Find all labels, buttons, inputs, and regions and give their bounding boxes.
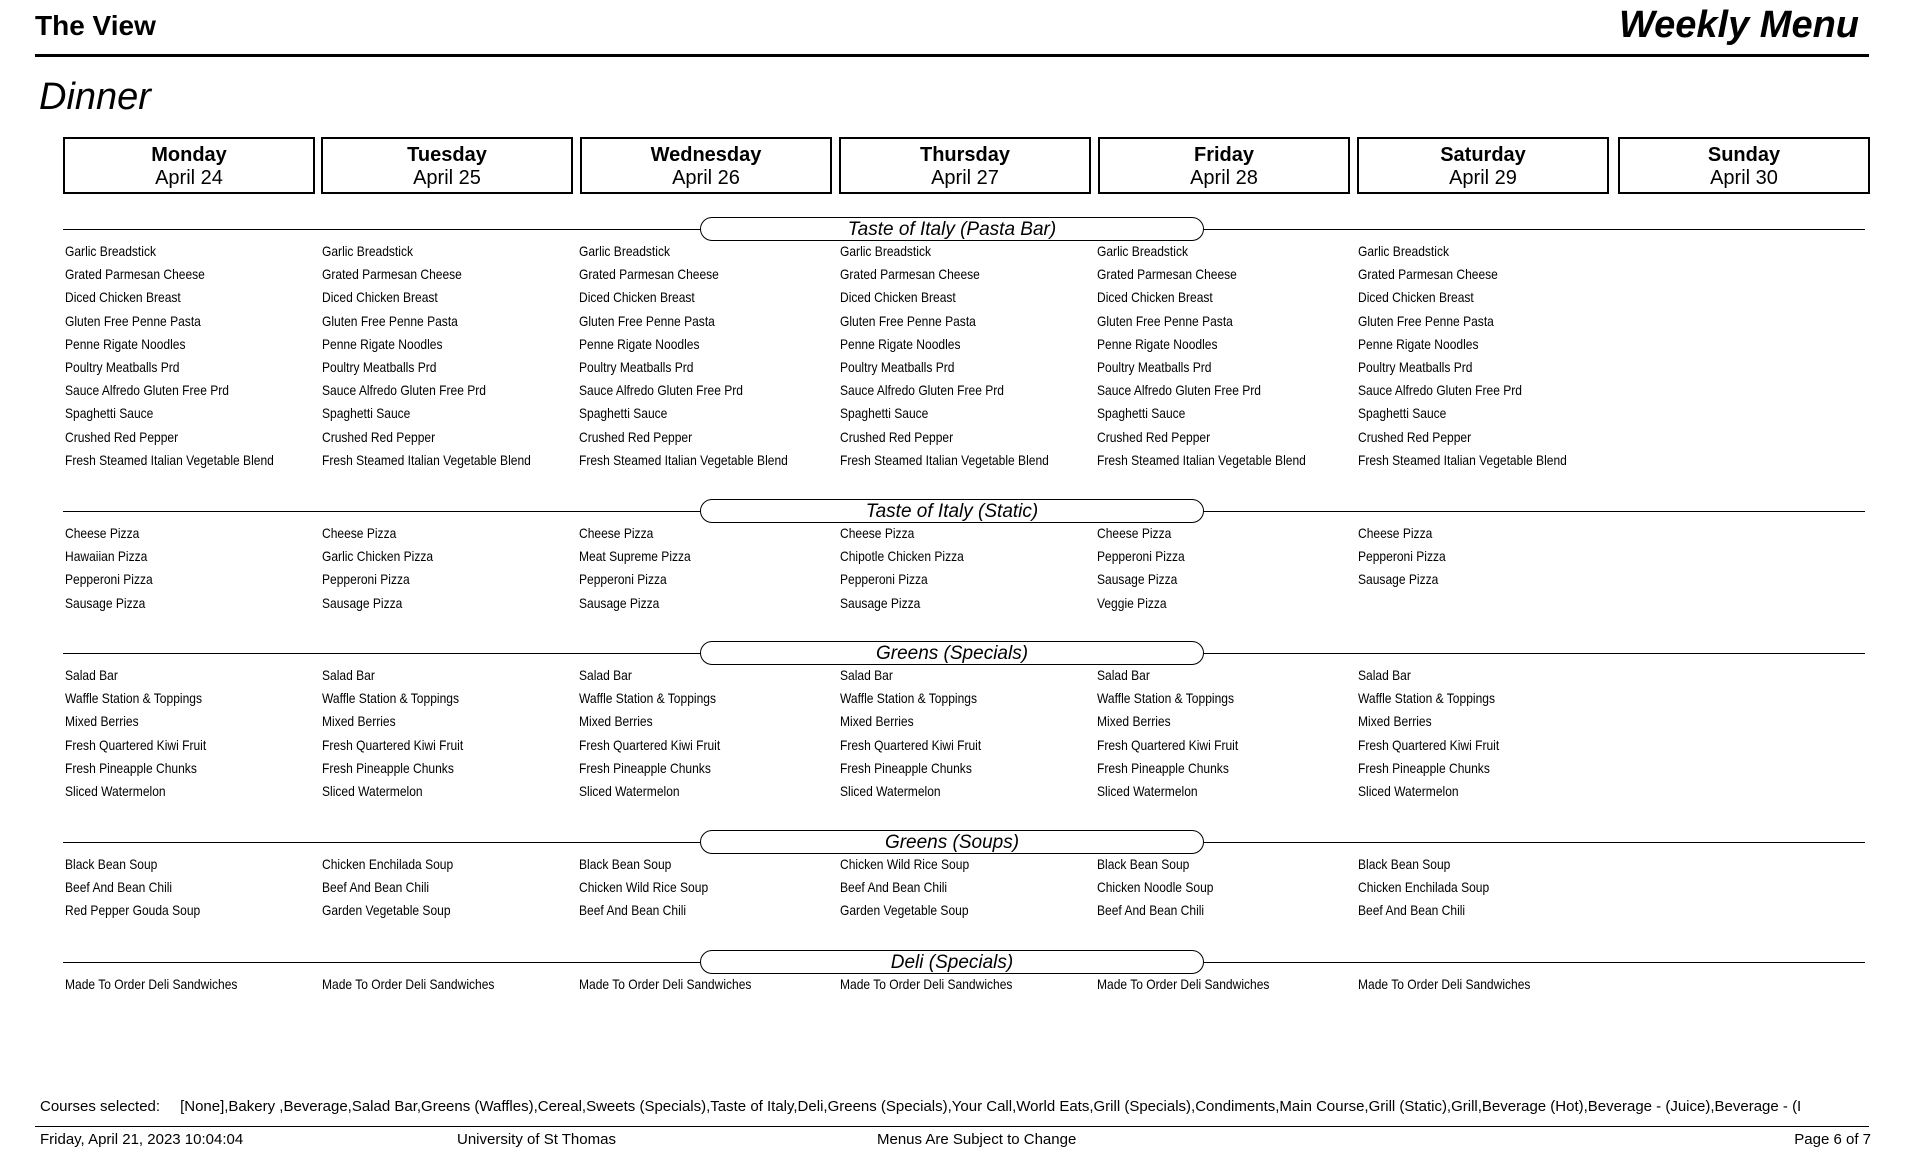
menu-item: Beef And Bean Chili	[1358, 902, 1466, 919]
menu-item: Sausage Pizza	[840, 594, 921, 611]
menu-item: Pepperoni Pizza	[65, 571, 153, 588]
menu-item: Fresh Steamed Italian Vegetable Blend	[1358, 451, 1567, 468]
menu-item: Chicken Enchilada Soup	[1358, 879, 1490, 896]
menu-item: Gluten Free Penne Pasta	[579, 312, 715, 329]
section-title: Greens (Specials)	[700, 641, 1204, 665]
menu-column-saturday	[1358, 853, 1511, 923]
courses-label: Courses selected:	[40, 1098, 161, 1115]
menu-item: Made To Order Deli Sandwiches	[840, 976, 1013, 992]
menu-item: Fresh Pineapple Chunks	[1097, 759, 1229, 776]
menu-item: Salad Bar	[322, 667, 375, 683]
menu-item: Sausage Pizza	[322, 594, 403, 611]
menu-item: Penne Rigate Noodles	[322, 335, 443, 352]
menu-item: Black Bean Soup	[579, 856, 672, 872]
menu-item: Sausage Pizza	[579, 594, 660, 611]
menu-item: Chipotle Chicken Pizza	[840, 548, 964, 565]
menu-item: Fresh Steamed Italian Vegetable Blend	[322, 451, 531, 468]
menu-item: Black Bean Soup	[65, 856, 158, 872]
menu-item: Red Pepper Gouda Soup	[65, 902, 201, 919]
menu-item: Made To Order Deli Sandwiches	[65, 976, 238, 992]
menu-item: Spaghetti Sauce	[65, 405, 154, 422]
menu-item: Beef And Bean Chili	[322, 879, 430, 896]
menu-notice: Menus Are Subject to Change	[877, 1131, 1077, 1148]
menu-item: Garlic Breadstick	[1097, 243, 1188, 259]
menu-column-monday	[65, 973, 266, 996]
menu-item: Sausage Pizza	[65, 594, 146, 611]
menu-item: Penne Rigate Noodles	[579, 335, 700, 352]
menu-item: Garlic Breadstick	[322, 243, 413, 259]
menu-item: Spaghetti Sauce	[322, 405, 411, 422]
menu-item: Beef And Bean Chili	[579, 902, 687, 919]
meal-period-title: Dinner	[39, 76, 151, 118]
menu-item: Fresh Quartered Kiwi Fruit	[65, 736, 207, 753]
menu-item: Chicken Noodle Soup	[1097, 879, 1214, 896]
menu-item: Gluten Free Penne Pasta	[840, 312, 976, 329]
menu-item: Garlic Breadstick	[840, 243, 931, 259]
menu-column-friday	[1097, 853, 1232, 923]
menu-item: Grated Parmesan Cheese	[579, 266, 719, 283]
menu-item: Cheese Pizza	[65, 525, 140, 541]
menu-item: Gluten Free Penne Pasta	[65, 312, 201, 329]
menu-item: Poultry Meatballs Prd	[65, 358, 180, 375]
menu-item: Sauce Alfredo Gluten Free Prd	[840, 382, 1004, 399]
menu-item: Fresh Pineapple Chunks	[1358, 759, 1490, 776]
menu-item: Black Bean Soup	[1358, 856, 1451, 872]
menu-item: Waffle Station & Toppings	[840, 690, 977, 707]
menu-item: Fresh Pineapple Chunks	[579, 759, 711, 776]
day-header-tuesday	[321, 137, 573, 194]
menu-item: Fresh Pineapple Chunks	[65, 759, 197, 776]
menu-item: Waffle Station & Toppings	[1097, 690, 1234, 707]
menu-column-tuesday	[322, 522, 451, 615]
day-date: April 24	[155, 167, 223, 189]
menu-item: Pepperoni Pizza	[579, 571, 667, 588]
menu-item: Salad Bar	[1358, 667, 1411, 683]
menu-item: Waffle Station & Toppings	[65, 690, 202, 707]
menu-item: Made To Order Deli Sandwiches	[579, 976, 752, 992]
menu-item: Sliced Watermelon	[322, 782, 423, 799]
menu-item: Cheese Pizza	[322, 525, 397, 541]
day-name: Saturday	[1440, 144, 1526, 166]
menu-item: Mixed Berries	[840, 713, 914, 730]
day-name: Sunday	[1707, 144, 1781, 166]
menu-column-tuesday	[322, 973, 523, 996]
menu-item: Poultry Meatballs Prd	[1097, 358, 1212, 375]
menu-item: Sliced Watermelon	[1358, 782, 1459, 799]
day-date: April 29	[1449, 167, 1517, 189]
institution-name: University of St Thomas	[457, 1131, 616, 1148]
menu-item: Diced Chicken Breast	[1358, 289, 1474, 306]
day-date: April 28	[1190, 167, 1258, 189]
menu-item: Waffle Station & Toppings	[322, 690, 459, 707]
venue-name: The View	[35, 10, 156, 41]
menu-item: Fresh Quartered Kiwi Fruit	[1358, 736, 1500, 753]
menu-item: Sauce Alfredo Gluten Free Prd	[65, 382, 229, 399]
menu-column-saturday	[1358, 522, 1460, 592]
menu-item: Pepperoni Pizza	[1358, 548, 1446, 565]
menu-column-tuesday	[322, 240, 565, 472]
menu-item: Fresh Steamed Italian Vegetable Blend	[840, 451, 1049, 468]
section-title: Deli (Specials)	[700, 950, 1204, 974]
menu-item: Garlic Breadstick	[1358, 243, 1449, 259]
menu-item: Sauce Alfredo Gluten Free Prd	[579, 382, 743, 399]
menu-item: Grated Parmesan Cheese	[1358, 266, 1498, 283]
menu-item: Sausage Pizza	[1358, 571, 1439, 588]
menu-column-friday	[1097, 664, 1261, 803]
menu-item: Made To Order Deli Sandwiches	[1358, 976, 1531, 992]
menu-item: Crushed Red Pepper	[1097, 428, 1211, 445]
day-name: Wednesday	[650, 144, 762, 166]
menu-item: Salad Bar	[65, 667, 118, 683]
menu-item: Made To Order Deli Sandwiches	[322, 976, 495, 992]
menu-column-thursday	[840, 240, 1083, 472]
menu-item: Pepperoni Pizza	[322, 571, 410, 588]
day-name: Friday	[1193, 144, 1255, 166]
menu-item: Poultry Meatballs Prd	[1358, 358, 1473, 375]
menu-item: Penne Rigate Noodles	[65, 335, 186, 352]
menu-item: Diced Chicken Breast	[322, 289, 438, 306]
footer-divider	[35, 1126, 1869, 1127]
menu-item: Diced Chicken Breast	[65, 289, 181, 306]
menu-item: Cheese Pizza	[840, 525, 915, 541]
menu-item: Cheese Pizza	[579, 525, 654, 541]
menu-item: Crushed Red Pepper	[579, 428, 693, 445]
menu-item: Sauce Alfredo Gluten Free Prd	[1097, 382, 1261, 399]
day-name: Monday	[151, 144, 227, 166]
menu-item: Fresh Quartered Kiwi Fruit	[840, 736, 982, 753]
menu-column-monday	[65, 664, 229, 803]
menu-column-thursday	[840, 973, 1041, 996]
section-title: Greens (Soups)	[700, 830, 1204, 854]
menu-item: Fresh Steamed Italian Vegetable Blend	[65, 451, 274, 468]
menu-item: Sliced Watermelon	[65, 782, 166, 799]
menu-item: Crushed Red Pepper	[1358, 428, 1472, 445]
section-title: Taste of Italy (Static)	[700, 499, 1204, 523]
courses-list: [None],Bakery ,Beverage,Salad Bar,Greens (Waffles),Cereal,Sweets (Specials),Taste of Italy,Deli,Greens (Specials),Your Call,World Eats,Grill (Specials),Condiments,Main Course,Grill (Static),Grill,Beverage (Hot),Beverage - (Juice),Beverage - (I	[180, 1098, 1802, 1115]
menu-item: Chicken Wild Rice Soup	[840, 856, 970, 872]
menu-item: Mixed Berries	[579, 713, 653, 730]
menu-item: Grated Parmesan Cheese	[65, 266, 205, 283]
menu-item: Spaghetti Sauce	[579, 405, 668, 422]
menu-item: Poultry Meatballs Prd	[579, 358, 694, 375]
menu-item: Sliced Watermelon	[840, 782, 941, 799]
menu-item: Crushed Red Pepper	[65, 428, 179, 445]
day-header-friday	[1098, 137, 1350, 194]
menu-item: Black Bean Soup	[1097, 856, 1190, 872]
menu-item: Salad Bar	[579, 667, 632, 683]
menu-item: Spaghetti Sauce	[840, 405, 929, 422]
menu-column-friday	[1097, 522, 1199, 615]
menu-item: Beef And Bean Chili	[65, 879, 173, 896]
menu-item: Garden Vegetable Soup	[322, 902, 451, 919]
menu-column-thursday	[840, 853, 990, 923]
page-number: Page 6 of 7	[1794, 1131, 1871, 1148]
day-name: Thursday	[919, 144, 1011, 166]
menu-item: Waffle Station & Toppings	[579, 690, 716, 707]
menu-item: Cheese Pizza	[1097, 525, 1172, 541]
menu-item: Fresh Steamed Italian Vegetable Blend	[579, 451, 788, 468]
menu-column-monday	[65, 522, 167, 615]
menu-item: Diced Chicken Breast	[579, 289, 695, 306]
menu-item: Diced Chicken Breast	[840, 289, 956, 306]
menu-item: Mixed Berries	[1358, 713, 1432, 730]
menu-item: Mixed Berries	[1097, 713, 1171, 730]
menu-column-monday	[65, 240, 308, 472]
menu-item: Pepperoni Pizza	[1097, 548, 1185, 565]
page-header	[35, 0, 1869, 57]
menu-column-friday	[1097, 973, 1298, 996]
menu-item: Beef And Bean Chili	[1097, 902, 1205, 919]
menu-column-saturday	[1358, 240, 1601, 472]
menu-item: Salad Bar	[840, 667, 893, 683]
menu-item: Pepperoni Pizza	[840, 571, 928, 588]
menu-item: Sliced Watermelon	[579, 782, 680, 799]
menu-item: Spaghetti Sauce	[1358, 405, 1447, 422]
menu-column-wednesday	[579, 522, 709, 615]
day-header-monday	[63, 137, 315, 194]
menu-item: Grated Parmesan Cheese	[840, 266, 980, 283]
menu-item: Chicken Enchilada Soup	[322, 856, 454, 872]
menu-item: Poultry Meatballs Prd	[840, 358, 955, 375]
day-date: April 30	[1710, 167, 1778, 189]
menu-item: Fresh Steamed Italian Vegetable Blend	[1097, 451, 1306, 468]
menu-item: Meat Supreme Pizza	[579, 548, 691, 565]
menu-item: Penne Rigate Noodles	[1097, 335, 1218, 352]
day-header-wednesday	[580, 137, 832, 194]
menu-item: Made To Order Deli Sandwiches	[1097, 976, 1270, 992]
menu-column-wednesday	[579, 853, 729, 923]
section-title: Taste of Italy (Pasta Bar)	[700, 217, 1204, 241]
menu-column-tuesday	[322, 664, 486, 803]
menu-item: Diced Chicken Breast	[1097, 289, 1213, 306]
menu-item: Crushed Red Pepper	[840, 428, 954, 445]
menu-item: Gluten Free Penne Pasta	[1097, 312, 1233, 329]
menu-item: Fresh Quartered Kiwi Fruit	[322, 736, 464, 753]
menu-item: Sauce Alfredo Gluten Free Prd	[1358, 382, 1522, 399]
menu-item: Fresh Pineapple Chunks	[322, 759, 454, 776]
day-name: Tuesday	[407, 144, 487, 166]
menu-item: Penne Rigate Noodles	[840, 335, 961, 352]
day-header-saturday	[1357, 137, 1609, 194]
menu-item: Garden Vegetable Soup	[840, 902, 969, 919]
courses-selected	[40, 1098, 1868, 1115]
menu-column-wednesday	[579, 240, 822, 472]
menu-item: Hawaiian Pizza	[65, 548, 148, 565]
menu-item: Grated Parmesan Cheese	[1097, 266, 1237, 283]
menu-item: Grated Parmesan Cheese	[322, 266, 462, 283]
menu-item: Sauce Alfredo Gluten Free Prd	[322, 382, 486, 399]
menu-item: Fresh Pineapple Chunks	[840, 759, 972, 776]
menu-item: Waffle Station & Toppings	[1358, 690, 1495, 707]
menu-item: Fresh Quartered Kiwi Fruit	[579, 736, 721, 753]
menu-item: Beef And Bean Chili	[840, 879, 948, 896]
menu-item: Salad Bar	[1097, 667, 1150, 683]
menu-item: Mixed Berries	[65, 713, 139, 730]
menu-column-monday	[65, 853, 222, 923]
day-date: April 25	[413, 167, 481, 189]
menu-column-tuesday	[322, 853, 475, 923]
menu-item: Garlic Chicken Pizza	[322, 548, 434, 565]
menu-item: Veggie Pizza	[1097, 594, 1167, 611]
print-timestamp: Friday, April 21, 2023 10:04:04	[40, 1131, 244, 1148]
menu-item: Sliced Watermelon	[1097, 782, 1198, 799]
menu-column-saturday	[1358, 664, 1522, 803]
menu-item: Chicken Wild Rice Soup	[579, 879, 709, 896]
menu-item: Garlic Breadstick	[65, 243, 156, 259]
menu-item: Sausage Pizza	[1097, 571, 1178, 588]
menu-item: Gluten Free Penne Pasta	[322, 312, 458, 329]
menu-item: Crushed Red Pepper	[322, 428, 436, 445]
menu-column-friday	[1097, 240, 1340, 472]
day-header-thursday	[839, 137, 1091, 194]
menu-item: Fresh Quartered Kiwi Fruit	[1097, 736, 1239, 753]
day-date: April 27	[931, 167, 999, 189]
document-title: Weekly Menu	[1618, 4, 1859, 46]
menu-item: Spaghetti Sauce	[1097, 405, 1186, 422]
menu-column-wednesday	[579, 664, 743, 803]
menu-column-saturday	[1358, 973, 1559, 996]
menu-item: Cheese Pizza	[1358, 525, 1433, 541]
menu-column-wednesday	[579, 973, 780, 996]
menu-item: Garlic Breadstick	[579, 243, 670, 259]
menu-item: Gluten Free Penne Pasta	[1358, 312, 1494, 329]
menu-column-thursday	[840, 664, 1004, 803]
menu-column-thursday	[840, 522, 984, 615]
menu-item: Penne Rigate Noodles	[1358, 335, 1479, 352]
menu-item: Poultry Meatballs Prd	[322, 358, 437, 375]
day-header-sunday	[1618, 137, 1870, 194]
menu-item: Mixed Berries	[322, 713, 396, 730]
day-date: April 26	[672, 167, 740, 189]
